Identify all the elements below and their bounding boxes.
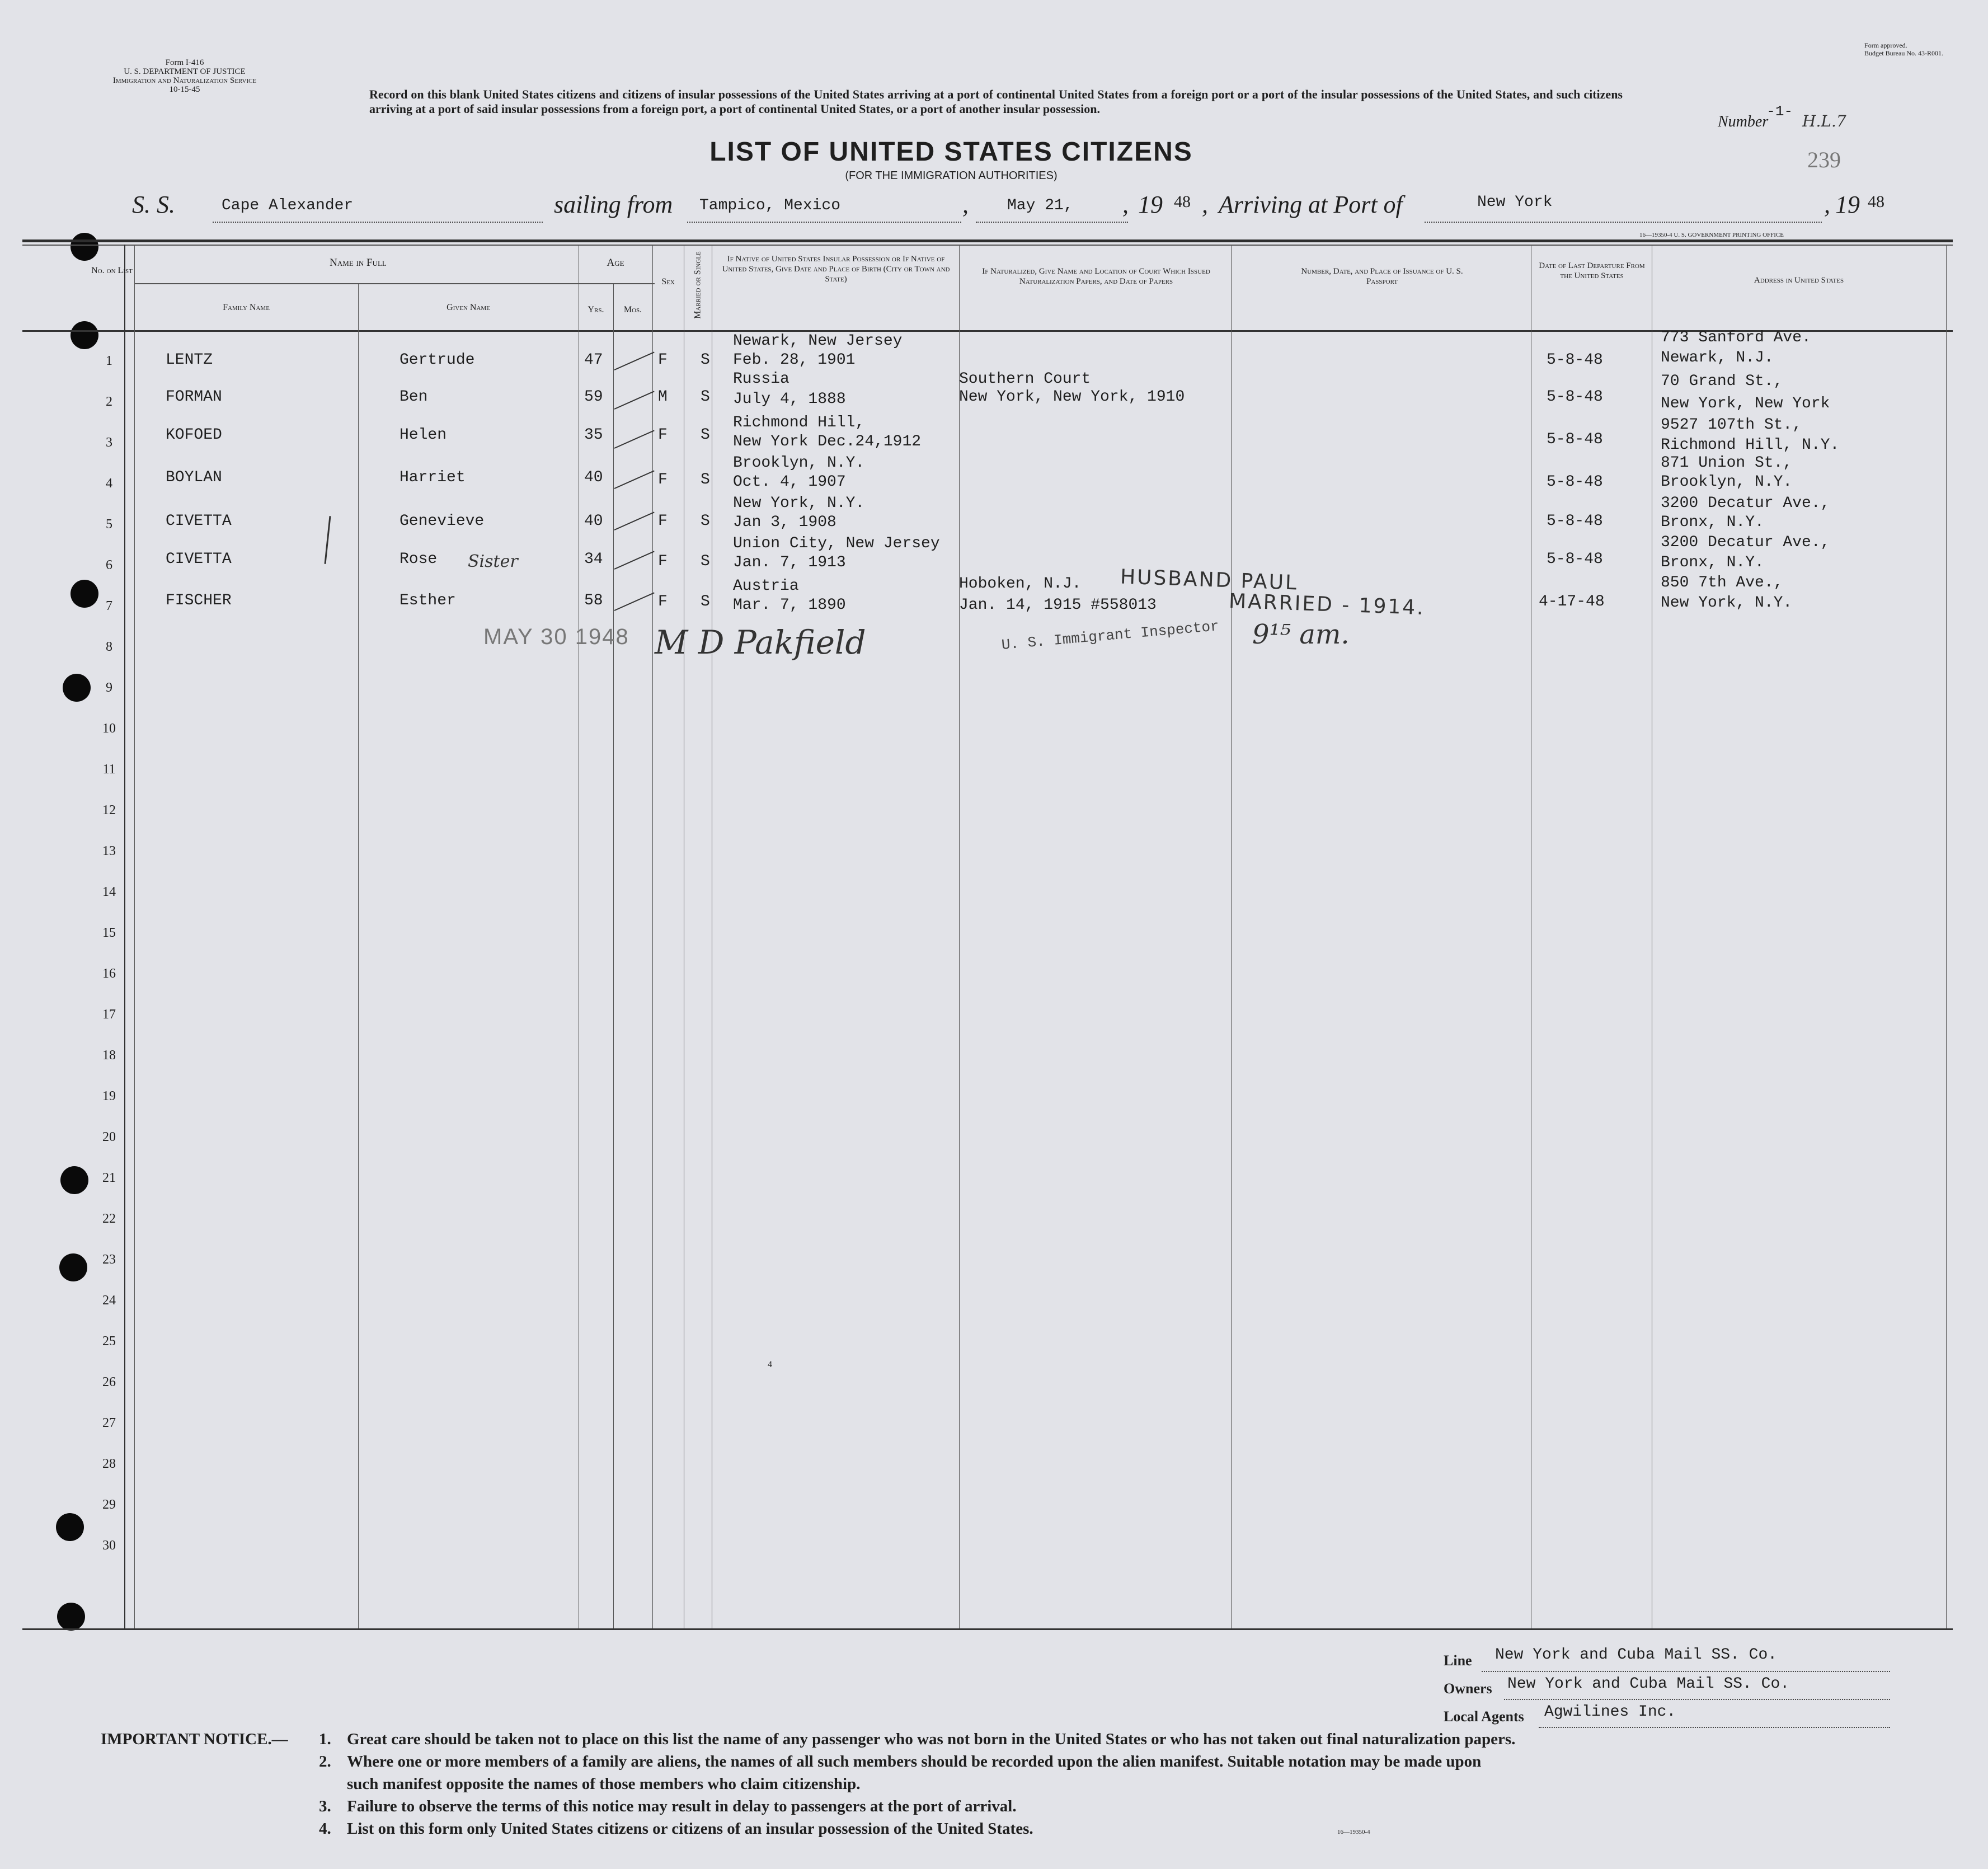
mos-slash-mark xyxy=(614,430,655,449)
row-number: 14 xyxy=(102,885,116,899)
sex: F xyxy=(658,593,668,611)
family-name: BOYLAN xyxy=(166,469,222,486)
mos-slash-mark xyxy=(614,470,655,489)
notice-number: 2. xyxy=(319,1753,331,1771)
row-number: 25 xyxy=(102,1334,116,1349)
date-fill-line xyxy=(976,222,1128,223)
port-fill-line xyxy=(1425,222,1822,223)
handwritten-husband-note: HUSBAND PAUL xyxy=(1120,565,1299,595)
col-divider xyxy=(613,283,614,1628)
naturalization-details: New York, New York, 1910 xyxy=(959,388,1185,406)
row-number: 5 xyxy=(106,517,112,532)
sailing-label: sailing from xyxy=(554,191,673,218)
from-fill-line xyxy=(687,222,961,223)
row-number: 28 xyxy=(102,1457,116,1471)
form-identifier xyxy=(67,58,302,94)
given-name: Esther xyxy=(400,592,456,609)
col-header-mos: Mos. xyxy=(623,305,642,314)
intro-instructions: Record on this blank United States citizens and citizens of insular possessions of the United States arriving at a port of continental United States from a foreign port or a port of the insular possessions of the United States, and such citizens arriving at a port of said insular possessions from a foreign port, a port of continental United States, or a port of another insular possession. xyxy=(369,87,1623,116)
notice-text: List on this form only United States citizens or citizens of an insular possession of the United States. xyxy=(347,1820,1033,1838)
last-departure: 5-8-48 xyxy=(1547,431,1603,448)
row-number: 8 xyxy=(106,640,112,654)
row-number: 2 xyxy=(106,395,112,409)
page-subtitle: (FOR THE IMMIGRATION AUTHORITIES) xyxy=(845,170,1058,182)
family-name: FISCHER xyxy=(166,592,232,609)
notice-text: such manifest opposite the names of those members who claim citizenship. xyxy=(347,1775,861,1793)
marital-status: S xyxy=(701,471,710,489)
sex: F xyxy=(658,553,668,570)
manifest-page: Form I-416 U. S. DEPARTMENT OF JUSTICE Immigration and Naturalization Service 10-15-45 Form approved. Budget Bureau No. 43-R001. Record on this blank United States citizens and citizens of insular possessions of the United States arriving at a port of continental United States from a foreign port or a port of the insular possessions of the United States, and such citizens arriving at a port of said insular possessions from a foreign port, a port of continental United States, or a port of another insular possession. LIST OF UNITED STATES CITIZENS (FOR THE IMMIGRATION AUTHORITIES) Number -1- H.L.7 239 S. S. Cape Alexander sailing from Tampico, Mexico , May 21, , 19 48 , Arriving at Port of New York , 19 48 16—19350-4 U. S. GOVERNMENT PRINTING OFFICE No. on List Name in Full Family Name Given Name Age Yrs. Mos. Sex Married or Single If Native of United States Insular Possession or If Native of United States, Give Date and Place of Birth (City or Town and State) If Naturalized, Give Name and Location of Court Which Issued Naturalization Papers, and Date of Papers Number, Date, and Place of Issuance of U. S. Passport Date of Last Departure From the United States Address in United States 1 2 3 4 5 6 7 8 9 10 11 12 13 14 15 16 17 18 19 20 21 22 23 24 25 26 27 28 29 30 LENTZ Gertrude 47 F S Newark, New Jersey Feb. 28, 1901 5-8-48 773 Sanford Ave. Newark, N.J. FORMAN Ben 59 M S Russia July 4, 1888 Southern Court New York, New York, 1910 5-8-48 70 Grand St., New York, New York KOFOED Helen 35 F S Richmond Hill, New York Dec.24,1912 5-8-48 9527 107th St., Richmond Hill, N.Y. BOYLAN Harriet 40 F S Brooklyn, N.Y. Oct. 4, 1907 5-8-48 871 Union St., Brooklyn, N.Y. CIVETTA Genevieve 40 F S New York, N.Y. Jan 3, 1908 5-8-48 3200 Decatur Ave., Bronx, N.Y. CIVETTA Rose 34 F S Union City, New Jersey Jan. 7, 1913 5-8-48 3200 Decatur Ave., Bronx, N.Y. FISCHER Esther 58 F S Austria Mar. 7, 1890 Hoboken, N.J. Jan. 14, 1915 #558013 4-17-48 850 7th Ave., New York, N.Y. Sister HUSBAND PAUL MARRIED - 1914. MAY 30 1948 M D Pakfield U. S. Immigrant Inspector 9¹⁵ am. 4 Line New York and Cuba Mail SS. Co. Owners New York and Cuba Mail SS. Co. Local Agents Agwilines Inc. IMPORTANT NOTICE.— 1. Great care should be taken not to place on this list the name of any passenger who was not born in the United States or who has not taken out final naturalization papers. 2. Where one or more members of a family are aliens, the names of all such members should be recorded upon the alien manifest. Suitable notation may be made upon such manifest opposite the names of those members who claim citizenship. 3. Failure to observe the terms of this notice may result in delay to passengers at the port of arrival. 4. List on this form only United States citizens or citizens of an insular possession of the United States. 16—19350-4 xyxy=(0,0,1988,1869)
service-name: Immigration and Naturalization Service xyxy=(112,76,257,85)
naturalization-court: Southern Court xyxy=(959,370,1091,388)
department-name: U. S. DEPARTMENT OF JUSTICE xyxy=(124,67,246,76)
address-city: New York, N.Y. xyxy=(1661,594,1793,612)
row-number: 23 xyxy=(102,1252,116,1267)
birth-date: Jan 3, 1908 xyxy=(733,514,836,531)
sailing-from: Tampico, Mexico xyxy=(699,197,841,214)
col-divider xyxy=(1231,245,1232,1628)
row-number: 6 xyxy=(106,558,112,572)
sex: F xyxy=(658,471,668,489)
stray-mark: 4 xyxy=(768,1360,772,1369)
agents-label: Local Agents xyxy=(1444,1708,1524,1725)
age-years: 58 xyxy=(584,592,603,609)
row-number: 3 xyxy=(106,435,112,450)
mos-slash-mark xyxy=(614,391,655,410)
budget-bureau-line: Budget Bureau No. 43-R001. xyxy=(1864,49,1943,57)
table-bottom-rule xyxy=(22,1628,1953,1630)
list-number xyxy=(1718,103,1846,131)
line-label: Line xyxy=(1444,1652,1472,1669)
row-number: 13 xyxy=(102,844,116,858)
notice-text: Where one or more members of a family are aliens, the names of all such members should be recorded upon the alien manifest. Suitable notation may be made upon xyxy=(347,1753,1482,1771)
last-departure: 5-8-48 xyxy=(1547,513,1603,530)
print-code-bottom: 16—19350-4 xyxy=(1337,1829,1370,1835)
row-number: 29 xyxy=(102,1497,116,1512)
row-number: 22 xyxy=(102,1211,116,1226)
form-number: Form I-416 xyxy=(165,58,204,67)
punch-hole xyxy=(71,233,98,261)
col-header-given-name: Given Name xyxy=(447,303,490,312)
age-years: 47 xyxy=(584,351,603,369)
col-header-age: Age xyxy=(607,257,624,269)
naturalization-court: Hoboken, N.J. xyxy=(959,575,1082,593)
ss-label: S. S. xyxy=(132,191,175,218)
col-header-yrs: Yrs. xyxy=(588,305,604,314)
age-years: 40 xyxy=(584,513,603,530)
row-number: 15 xyxy=(102,926,116,940)
name-header-rule xyxy=(134,283,655,284)
row-number: 9 xyxy=(106,680,112,695)
row-number: 12 xyxy=(102,803,116,818)
birth-date: July 4, 1888 xyxy=(733,391,846,408)
row-number: 17 xyxy=(102,1007,116,1022)
given-name: Ben xyxy=(400,388,428,406)
col-header-no: No. on List xyxy=(91,266,133,275)
last-departure: 4-17-48 xyxy=(1539,593,1605,611)
marital-status: S xyxy=(701,426,710,444)
row-number: 7 xyxy=(106,599,112,613)
address-street: 871 Union St., xyxy=(1661,454,1793,472)
ship-name: Cape Alexander xyxy=(222,197,354,214)
age-years: 40 xyxy=(584,469,603,486)
number-handwriting: H.L.7 xyxy=(1802,112,1846,130)
age-years: 35 xyxy=(584,426,603,444)
year-prefix: 19 xyxy=(1138,191,1163,218)
birth-date: Feb. 28, 1901 xyxy=(733,351,856,369)
address-city: Brooklyn, N.Y. xyxy=(1661,473,1793,491)
mos-slash-mark xyxy=(614,511,655,530)
year2-prefix: 19 xyxy=(1835,191,1860,218)
age-years: 59 xyxy=(584,388,603,406)
owners-value: New York and Cuba Mail SS. Co. xyxy=(1507,1675,1790,1693)
row-number: 24 xyxy=(102,1293,116,1308)
last-departure: 5-8-48 xyxy=(1547,473,1603,491)
address-street: 773 Sanford Ave. xyxy=(1661,329,1811,346)
given-name: Harriet xyxy=(400,469,466,486)
col-divider xyxy=(134,245,135,1628)
address-street: 3200 Decatur Ave., xyxy=(1661,534,1830,551)
address-street: 3200 Decatur Ave., xyxy=(1661,495,1830,512)
arriving-label: Arriving at Port of xyxy=(1219,191,1403,218)
birth-place: Russia xyxy=(733,370,789,388)
address-street: 70 Grand St., xyxy=(1661,373,1783,390)
col-divider xyxy=(1946,245,1947,1628)
handwritten-bracket-mark xyxy=(325,516,331,564)
notice-text: Great care should be taken not to place on this list the name of any passenger who was not born in the United States or who has not taken out final naturalization papers. xyxy=(347,1730,1516,1748)
given-name: Genevieve xyxy=(400,513,485,530)
family-name: LENTZ xyxy=(166,351,213,369)
line-fill-line xyxy=(1482,1671,1890,1672)
address-city: Bronx, N.Y. xyxy=(1661,514,1764,531)
row-number: 26 xyxy=(102,1375,116,1389)
notice-number: 4. xyxy=(319,1820,331,1838)
birth-place: Richmond Hill, xyxy=(733,414,865,431)
col-header-name-in-full: Name in Full xyxy=(330,257,387,269)
punch-hole xyxy=(71,321,98,349)
handwritten-sister-note: Sister xyxy=(468,552,518,571)
last-departure: 5-8-48 xyxy=(1547,551,1603,568)
marital-status: S xyxy=(701,593,710,611)
col-header-departure: Date of Last Departure From the United States xyxy=(1539,261,1645,280)
mos-slash-mark xyxy=(614,551,655,570)
row-number: 10 xyxy=(102,721,116,736)
arrival-year: 48 xyxy=(1868,192,1884,211)
last-departure: 5-8-48 xyxy=(1547,388,1603,406)
mos-slash-mark xyxy=(614,592,655,611)
stamped-page-number: 239 xyxy=(1807,147,1841,172)
row-number: 16 xyxy=(102,966,116,981)
important-notice xyxy=(101,1728,1835,1840)
row-number: 21 xyxy=(102,1171,116,1185)
owners-fill-line xyxy=(1504,1699,1890,1700)
col-header-native: If Native of United States Insular Possession or If Native of United States, Give Date and Place of Birth (City or Town and State) xyxy=(722,255,950,284)
naturalization-details: Jan. 14, 1915 #558013 xyxy=(959,597,1157,614)
family-name: FORMAN xyxy=(166,388,222,406)
ship-fill-line xyxy=(213,222,543,223)
col-header-passport: Number, Date, and Place of Issuance of U. S. Passport xyxy=(1301,267,1463,286)
col-header-sex: Sex xyxy=(661,277,675,287)
birth-date: Oct. 4, 1907 xyxy=(733,473,846,491)
row-number: 20 xyxy=(102,1130,116,1144)
notice-heading: IMPORTANT NOTICE.— xyxy=(101,1730,288,1748)
notice-number: 1. xyxy=(319,1730,331,1748)
age-header-rule xyxy=(582,283,652,284)
punch-hole xyxy=(59,1253,87,1281)
col-divider xyxy=(959,245,960,1628)
marital-status: S xyxy=(701,388,710,406)
agents-value: Agwilines Inc. xyxy=(1544,1703,1676,1721)
given-name: Rose xyxy=(400,551,438,568)
address-city: Bronx, N.Y. xyxy=(1661,554,1764,571)
number-value: -1- xyxy=(1766,103,1793,120)
col-header-married-single: Married or Single xyxy=(693,251,703,319)
birth-place: Newark, New Jersey xyxy=(733,332,903,350)
row-number: 1 xyxy=(106,354,112,368)
notice-text: Failure to observe the terms of this notice may result in delay to passengers at the port of arrival. xyxy=(347,1797,1017,1815)
number-label: Number xyxy=(1718,113,1769,130)
date-stamp: MAY 30 1948 xyxy=(483,624,629,649)
table-top-rule-2 xyxy=(22,245,1953,246)
col-header-family-name: Family Name xyxy=(223,303,270,312)
row-number: 30 xyxy=(102,1538,116,1553)
notice-number: 3. xyxy=(319,1797,331,1815)
birth-place: New York, N.Y. xyxy=(733,495,865,512)
form-approved-note xyxy=(1864,41,1943,57)
handwritten-time: 9¹⁵ am. xyxy=(1252,619,1350,650)
row-number: 4 xyxy=(106,476,112,491)
col-header-naturalized: If Naturalized, Give Name and Location of Court Which Issued Naturalization Papers, and Date of Papers xyxy=(982,267,1210,286)
inspector-title: U. S. Immigrant Inspector xyxy=(1000,618,1220,654)
address-street: 9527 107th St., xyxy=(1661,416,1802,434)
row-number: 27 xyxy=(102,1416,116,1430)
sailing-date: May 21, xyxy=(1007,197,1073,214)
inspector-signature: M D Pakfield xyxy=(655,623,866,661)
mos-slash-mark xyxy=(614,351,655,370)
sex: M xyxy=(658,388,668,406)
marital-status: S xyxy=(701,513,710,530)
page-title: LIST OF UNITED STATES CITIZENS xyxy=(709,137,1193,167)
family-name: CIVETTA xyxy=(166,551,232,568)
punch-hole xyxy=(60,1166,88,1194)
sex: F xyxy=(658,351,668,369)
family-name: CIVETTA xyxy=(166,513,232,530)
punch-hole xyxy=(56,1513,84,1541)
address-city: Newark, N.J. xyxy=(1661,349,1774,367)
sex: F xyxy=(658,426,668,444)
age-years: 34 xyxy=(584,551,603,568)
birth-date: New York Dec.24,1912 xyxy=(733,433,922,450)
family-name: KOFOED xyxy=(166,426,222,444)
punch-hole xyxy=(63,674,91,702)
last-departure: 5-8-48 xyxy=(1547,351,1603,369)
address-street: 850 7th Ave., xyxy=(1661,574,1783,591)
col-divider xyxy=(652,245,653,1628)
birth-place: Austria xyxy=(733,577,799,595)
arrival-port: New York xyxy=(1477,194,1553,211)
marital-status: S xyxy=(701,351,710,369)
owners-label: Owners xyxy=(1444,1680,1492,1697)
col-divider xyxy=(358,283,359,1628)
birth-date: Mar. 7, 1890 xyxy=(733,597,846,614)
handwritten-married-note: MARRIED - 1914. xyxy=(1228,589,1426,620)
given-name: Helen xyxy=(400,426,447,444)
row-number: 19 xyxy=(102,1089,116,1103)
form-date: 10-15-45 xyxy=(169,85,200,94)
given-name: Gertrude xyxy=(400,351,475,369)
print-code-top: 16—19350-4 U. S. GOVERNMENT PRINTING OFFICE xyxy=(1639,232,1784,238)
birth-place: Union City, New Jersey xyxy=(733,535,940,552)
marital-status: S xyxy=(701,553,710,570)
col-header-address: Address in United States xyxy=(1754,276,1844,285)
form-approved-line: Form approved. xyxy=(1864,41,1907,49)
birth-place: Brooklyn, N.Y. xyxy=(733,454,865,472)
line-value: New York and Cuba Mail SS. Co. xyxy=(1495,1646,1778,1664)
row-number: 11 xyxy=(102,762,116,777)
address-city: Richmond Hill, N.Y. xyxy=(1661,436,1840,454)
table-top-rule xyxy=(22,240,1953,242)
address-city: New York, New York xyxy=(1661,395,1830,412)
punch-hole xyxy=(57,1603,85,1631)
sex: F xyxy=(658,513,668,530)
row-number: 18 xyxy=(102,1048,116,1063)
sailing-year: 48 xyxy=(1174,192,1191,211)
birth-date: Jan. 7, 1913 xyxy=(733,554,846,571)
